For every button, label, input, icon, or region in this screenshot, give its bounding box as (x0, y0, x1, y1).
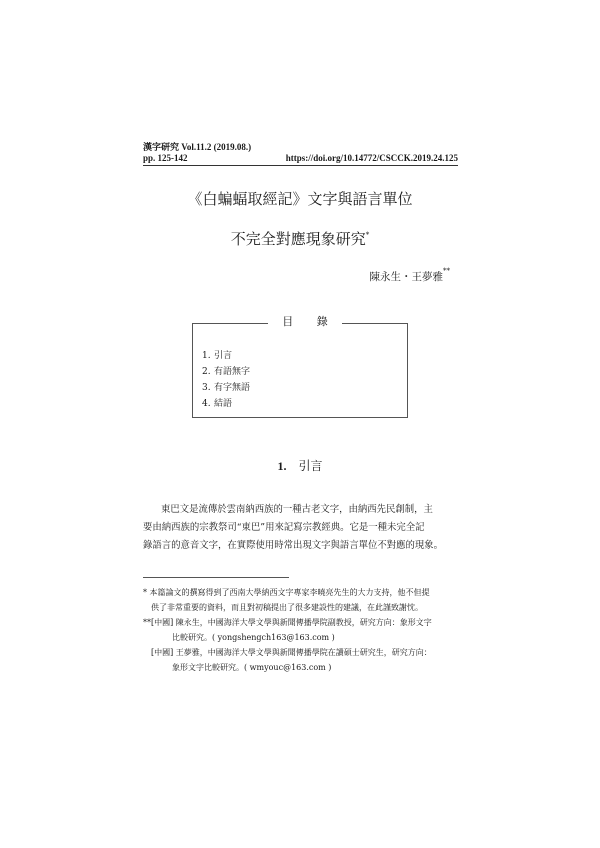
toc-item[interactable] (202, 348, 250, 364)
toc-item-label: 引言 (214, 351, 233, 361)
body-line: 要由納西族的宗教祭司“東巴”用來記寫宗教經典。它是一種未完全記 (143, 522, 425, 533)
author-names: 陳永生・王夢雅 (369, 271, 443, 283)
toc-item[interactable] (202, 380, 250, 396)
doi-link[interactable]: https://doi.org/10.14772/CSCCK.2019.24.125 (285, 153, 458, 163)
body-line: 錄語言的意音文字，在實際使用時常出現文字與語言單位不對應的現象。 (143, 540, 444, 551)
title-footnote-mark[interactable]: * (365, 231, 370, 239)
toc-item[interactable] (202, 396, 250, 412)
toc-item-number: 2. (202, 367, 211, 377)
footnotes (143, 585, 463, 675)
header-rule (143, 165, 458, 166)
footnote-line: 比較研究。( yongshengch163@163.com ) (172, 633, 335, 642)
body-paragraph (143, 501, 458, 555)
footnote-line: 供了非常重要的資料，而且對初稿提出了很多建設性的建議，在此謹致謝忱。 (151, 603, 423, 612)
paper-title-line1: 《白蝙蝠取經記》文字與語言單位 (187, 190, 413, 208)
footnote-line: **[中國] 陳永生，中國海洋大學文學與新聞傳播學院副教授，研究方向：象形文字 (143, 618, 432, 627)
section-title: 引言 (298, 459, 323, 473)
toc-item-label: 結語 (214, 399, 233, 409)
author-line (370, 264, 451, 284)
page-range: pp. 125-142 (143, 153, 188, 163)
toc-heading: 目 錄 (268, 315, 342, 329)
paper-title-line2-text: 不完全對應現象研究 (230, 230, 366, 248)
paper-title-line2 (0, 226, 600, 248)
body-line: 東巴文是流傳於雲南納西族的一種古老文字，由納西先民創制，主 (161, 504, 433, 515)
toc-item-label: 有語無字 (214, 367, 251, 377)
toc-item-number: 3. (202, 383, 211, 393)
footnote-line: * 本篇論文的撰寫得到了西南大學納西文字專家李曉亮先生的大力支持，他不但提 (143, 588, 430, 597)
section-number: 1. (277, 459, 287, 473)
toc-item-number: 1. (202, 351, 211, 361)
journal-volume: 漢字研究 Vol.11.2 (2019.08.) (143, 142, 252, 152)
toc-item[interactable] (202, 364, 250, 380)
author-footnote-mark[interactable]: ** (443, 267, 450, 275)
footnote-line: [中國] 王夢雅，中國海洋大學文學與新聞傳播學院在讀碩士研究生，研究方向： (151, 648, 432, 657)
journal-header (143, 142, 251, 164)
footnote-line: 象形文字比較研究。( wmyouc@163.com ) (172, 663, 332, 672)
toc-list (202, 348, 250, 412)
toc-item-number: 4. (202, 399, 211, 409)
toc-item-label: 有字無語 (214, 383, 251, 393)
section-heading (0, 459, 600, 474)
footnote-rule (143, 577, 289, 578)
